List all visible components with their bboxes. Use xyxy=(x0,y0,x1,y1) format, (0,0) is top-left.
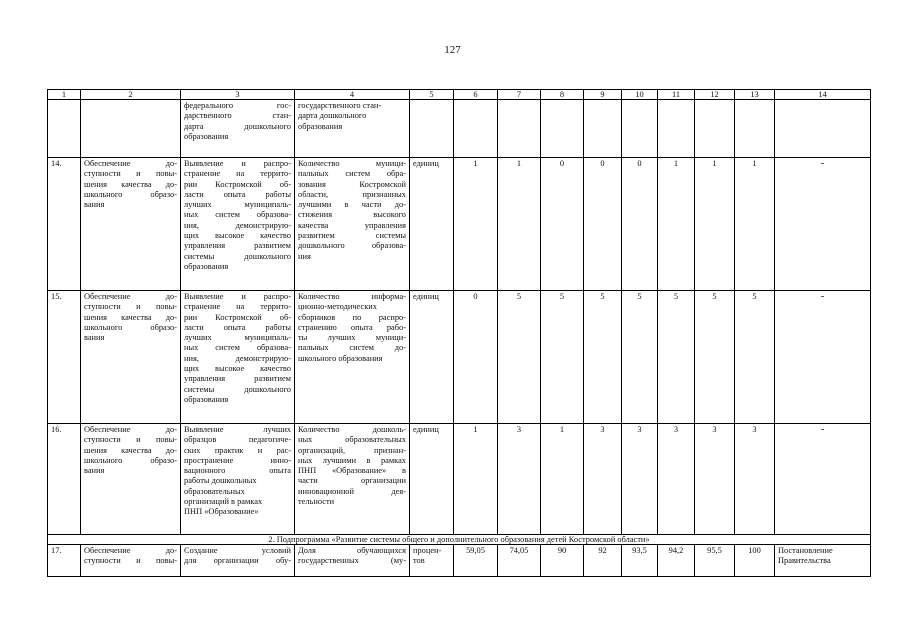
value-cell: 5 xyxy=(695,291,735,424)
header-cell: 13 xyxy=(735,90,775,100)
measure-cell: Выявление лучших образцов педагогиче- ских практик и рас- пространение инно- вационного опыта работы дошкольных образовательных организаций в рамках ПНП «Образование» xyxy=(181,424,295,535)
value-cell: 93,5 xyxy=(622,545,658,577)
value-cell: 5 xyxy=(584,291,622,424)
table-row xyxy=(48,158,871,291)
value-cell: 1 xyxy=(498,158,541,291)
header-cell: 10 xyxy=(622,90,658,100)
header-cell: 1 xyxy=(48,90,81,100)
note-cell: Постановление Правительства xyxy=(775,545,871,577)
value-cell: 1 xyxy=(735,158,775,291)
value-cell: 59,05 xyxy=(454,545,498,577)
unit-cell: единиц xyxy=(410,424,454,535)
header-cell: 2 xyxy=(81,90,181,100)
measure-cell: Выявление и распро- странение на террито- рии Костромской об- ласти опыта работы лучших муниципаль- ных систем образова- ния, демонстрирую- щих высокое качество управления развитием системы дошкольного образования xyxy=(181,291,295,424)
value-cell: 0 xyxy=(584,158,622,291)
task-cell: Обеспечение до- ступности и повы- xyxy=(81,545,181,577)
unit-cell: единиц xyxy=(410,291,454,424)
indicator-cell: Количество информа- ционно-методических сборников по распро- странению опыта рабо- ты лучших муници- пальных систем до- школьного образования xyxy=(295,291,410,424)
table-row xyxy=(48,545,871,577)
header-cell: 12 xyxy=(695,90,735,100)
task-cell: Обеспечение до- ступности и повы- шения качества до- школьного образо- вания xyxy=(81,158,181,291)
value-cell: 74,05 xyxy=(498,545,541,577)
table-row xyxy=(48,424,871,535)
unit-cell: процен- тов xyxy=(410,545,454,577)
value-cell: 3 xyxy=(695,424,735,535)
value-cell: 5 xyxy=(735,291,775,424)
task-cell: Обеспечение до- ступности и повы- шения качества до- школьного образо- вания xyxy=(81,291,181,424)
table-row xyxy=(48,291,871,424)
page-number: 127 xyxy=(444,44,461,56)
value-cell: 1 xyxy=(695,158,735,291)
value-cell: 5 xyxy=(498,291,541,424)
row-number: 17. xyxy=(48,545,81,577)
row-number: 16. xyxy=(48,424,81,535)
indicator-cell: Количество дошколь- ных образовательных организаций, признан- ных лучшими в рамках ПНП «Образование» в части организации инновационной дея- тельности xyxy=(295,424,410,535)
table-row-continuation xyxy=(48,100,871,158)
value-cell: 5 xyxy=(622,291,658,424)
value-cell: 0 xyxy=(622,158,658,291)
column-number-row xyxy=(48,90,871,100)
value-cell: 3 xyxy=(735,424,775,535)
indicators-table xyxy=(47,89,871,577)
value-cell: 1 xyxy=(541,424,584,535)
value-cell: 100 xyxy=(735,545,775,577)
value-cell: 0 xyxy=(454,291,498,424)
value-cell: 3 xyxy=(584,424,622,535)
header-cell: 4 xyxy=(295,90,410,100)
unit-cell: единиц xyxy=(410,158,454,291)
header-cell: 7 xyxy=(498,90,541,100)
task-cell: Обеспечение до- ступности и повы- шения качества до- школьного образо- вания xyxy=(81,424,181,535)
note-cell: - xyxy=(775,158,871,291)
note-cell: - xyxy=(775,291,871,424)
value-cell: 1 xyxy=(454,158,498,291)
header-cell: 8 xyxy=(541,90,584,100)
indicator-cell: Количество муници- пальных систем обра- зования Костромской области, признанных лучшими в части до- стижения высокого качества управления развитием системы дошкольного образова- ния xyxy=(295,158,410,291)
note-cell: - xyxy=(775,424,871,535)
value-cell: 3 xyxy=(498,424,541,535)
value-cell: 1 xyxy=(658,158,695,291)
value-cell: 90 xyxy=(541,545,584,577)
value-cell: 1 xyxy=(454,424,498,535)
value-cell: 92 xyxy=(584,545,622,577)
measure-cell: Выявление и распро- странение на террито- рии Костромской об- ласти опыта работы лучших муниципаль- ных систем образова- ния, демонстрирую- щих высокое качество управления развитием системы дошкольного образования xyxy=(181,158,295,291)
header-cell: 11 xyxy=(658,90,695,100)
subprogram-row xyxy=(48,535,871,545)
value-cell: 5 xyxy=(658,291,695,424)
value-cell: 0 xyxy=(541,158,584,291)
value-cell: 95,5 xyxy=(695,545,735,577)
header-cell: 6 xyxy=(454,90,498,100)
header-cell: 3 xyxy=(181,90,295,100)
row-number: 14. xyxy=(48,158,81,291)
value-cell: 3 xyxy=(658,424,695,535)
measure-cell: Создание условий для организации обу- xyxy=(181,545,295,577)
header-cell: 9 xyxy=(584,90,622,100)
row-number: 15. xyxy=(48,291,81,424)
header-cell: 5 xyxy=(410,90,454,100)
value-cell: 3 xyxy=(622,424,658,535)
value-cell: 94,2 xyxy=(658,545,695,577)
indicator-cell: Доля обучающихся государственных (му- xyxy=(295,545,410,577)
subprogram-title: 2. Подпрограмма «Развитие системы общего и дополнительного образования детей Костромской области» xyxy=(48,535,871,545)
value-cell: 5 xyxy=(541,291,584,424)
measure-cell: федерального гос- дарственного стан- дарта дошкольного образования xyxy=(181,100,295,158)
header-cell: 14 xyxy=(775,90,871,100)
indicator-cell: государственного стан- дарта дошкольного образования xyxy=(295,100,410,158)
